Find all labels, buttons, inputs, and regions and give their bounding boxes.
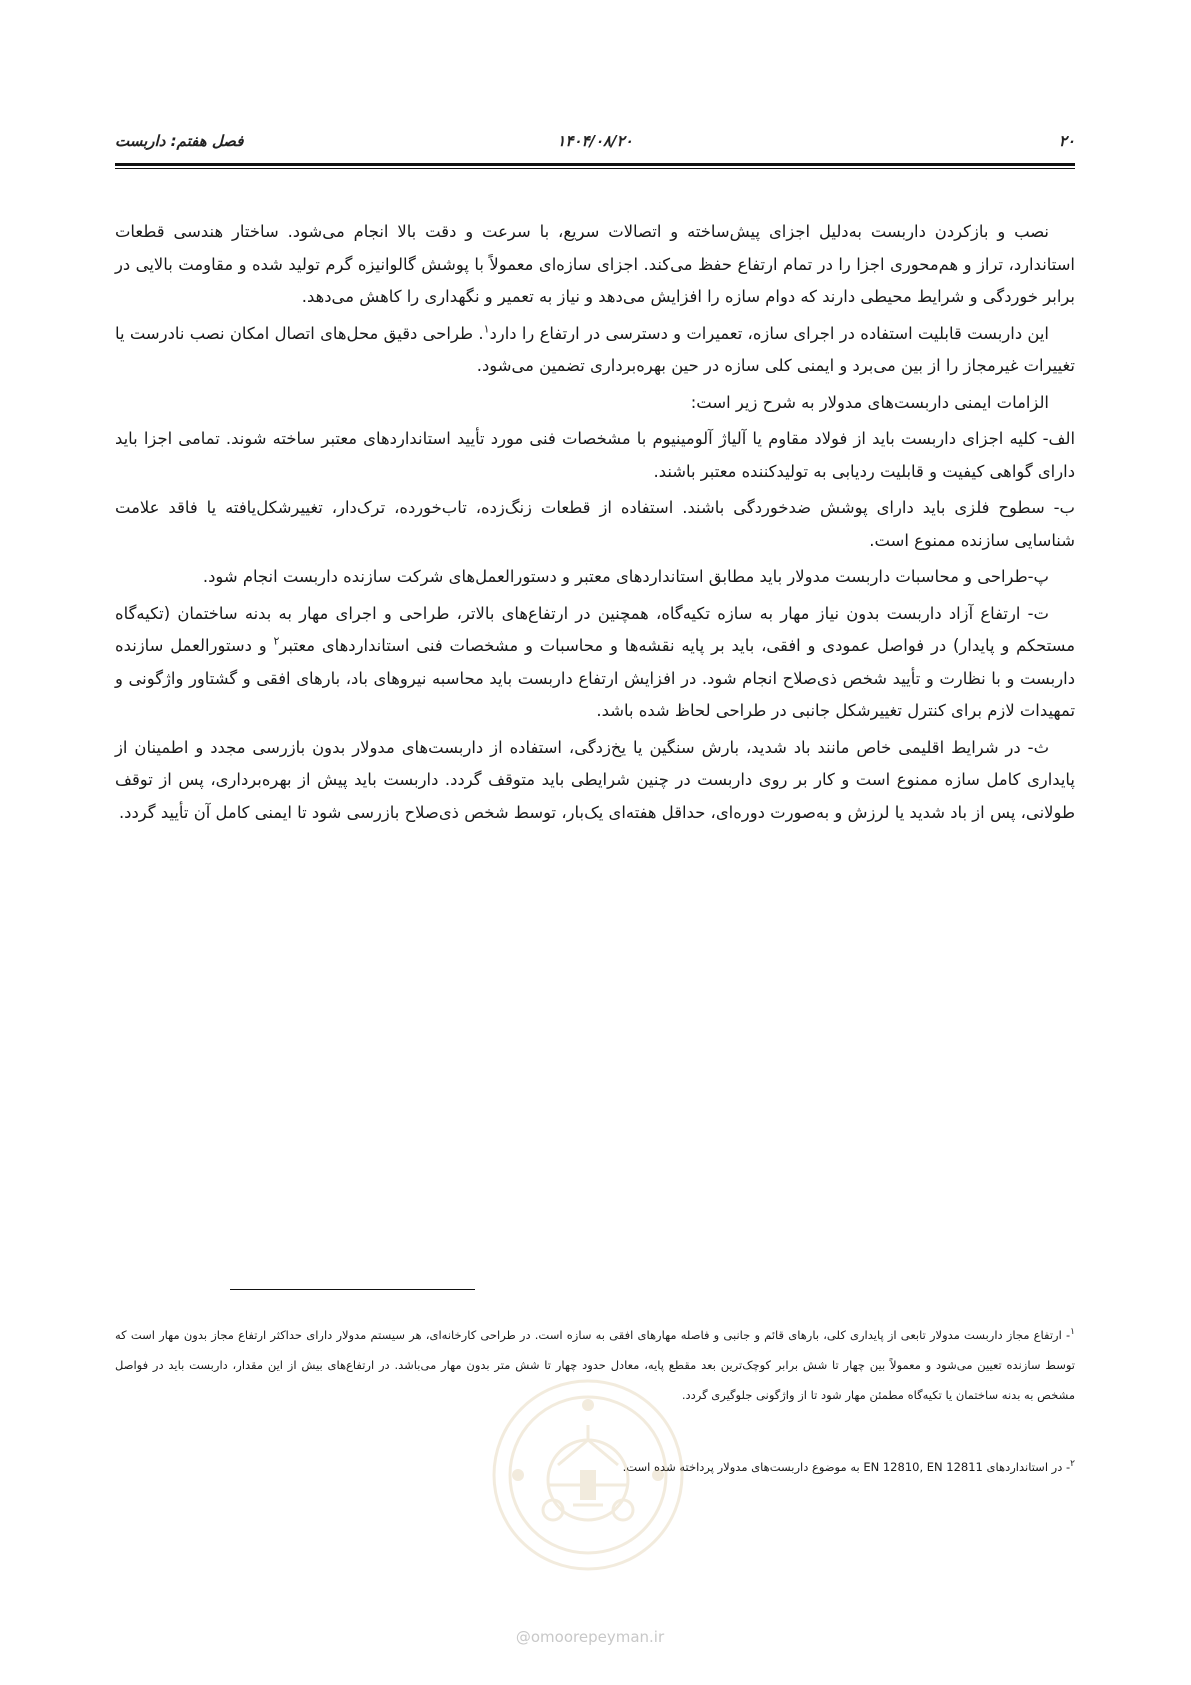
chapter-title: فصل هفتم: داربست <box>115 132 244 150</box>
paragraph: الزامات ایمنی داربست‌های مدولار به شرح زیر است: <box>690 392 1049 412</box>
header-rule-thick <box>115 163 1075 166</box>
paragraph: ب- سطوح فلزی باید دارای پوشش ضدخوردگی باشند. استفاده از قطعات زنگ‌زده، تاب‌خورده، ترک‌دار، تغییرشکل‌یافته یا فاقد علامت شناسایی سازنده ممنوع است. <box>115 498 1075 550</box>
footnote-ref[interactable]: ۲ <box>273 634 280 648</box>
paragraph: پ-طراحی و محاسبات داربست مدولار باید مطابق استانداردهای معتبر و دستورالعمل‌های شرکت سازنده داربست انجام شود. <box>202 567 1049 586</box>
paragraph: این داربست قابلیت استفاده در اجرای سازه، تعمیرات و دسترسی در ارتفاع را دارد$^۱$. طراحی دقیق محل‌های اتصال امکان نصب نادرست یا تغییرات غیرمجاز را از بین می‌برد و ایمنی کلی سازه در حین بهره‌برداری تضمین می‌شود. <box>115 322 1075 375</box>
paragraph: نصب و بازکردن داربست به‌دلیل اجزای پیش‌ساخته و اتصالات سریع، با سرعت و دقت بالا انجام می‌شود. ساختار هندسی قطعات استاندارد، تراز و هم‌محوری اجزا را در تمام ارتفاع حفظ می‌کند. اجزای سازه‌ای معمولاً با پوشش گالوانیزه گرم تولید شده و مقاومت بالایی در برابر خوردگی و شرایط محیطی دارند که دوام سازه را افزایش می‌دهد و نیاز به تعمیر و نگهداری را کاهش می‌دهد. <box>115 222 1075 306</box>
header-rule-thin <box>115 168 1075 169</box>
page-header <box>115 132 1075 158</box>
footnote-ref[interactable]: ۱ <box>483 322 490 336</box>
body-text <box>115 216 1075 833</box>
footnote-text: - در استانداردهای EN 12810, EN 12811 به موضوع داربست‌های مدولار پرداخته شده است. <box>622 1460 1071 1474</box>
footnote-marker: ۱ <box>1070 1327 1075 1338</box>
footnote-text: - ارتفاع مجاز داربست مدولار تابعی از پایداری کلی، بارهای قائم و جانبی و فاصله مهارهای افقی به سازه است. در طراحی کارخانه‌ای، هر سیستم مدولار دارای حداکثر ارتفاع مجاز بدون مهار است که توسط سازنده تعیین می‌شود و معمولاً بین چهار تا شش برابر کوچک‌ترین بعد مقطع پایه، معادل حدود چهار تا شش متر بدون مهار می‌باشد. در ارتفاع‌های بیش از این مقدار، داربست باید در فواصل مشخص به بدنه ساختمان یا تکیه‌گاه مطمئن مهار شود تا از واژگونی جلوگیری گردد. <box>115 1328 1075 1402</box>
paragraph: ث- در شرایط اقلیمی خاص مانند باد شدید، بارش سنگین یا یخ‌زدگی، استفاده از داربست‌های مدولار بدون بازرسی مجدد و اطمینان از پایداری کامل سازه ممنوع است و کار بر روی داربست در چنین شرایطی باید متوقف گردد. داربست باید پیش از بهره‌برداری، پس از توقف طولانی، پس از باد شدید یا لرزش و به‌صورت دوره‌ای، حداقل هفته‌ای یک‌بار، توسط شخص ذی‌صلاح بازرسی شود تا ایمنی کامل آن تأیید گردد. <box>115 737 1075 822</box>
footnote-marker: ۲ <box>1070 1459 1075 1470</box>
page-number: ۲۰ <box>1058 132 1075 150</box>
paragraph: الف- کلیه اجزای داربست باید از فولاد مقاوم یا آلیاژ آلومینیوم با مشخصات فنی مورد تأیید استانداردهای معتبر ساخته شوند. تمامی اجزا باید دارای گواهی کیفیت و قابلیت ردیابی به تولیدکننده معتبر باشند. <box>115 429 1075 481</box>
paragraph: ت- ارتفاع آزاد داربست بدون نیاز مهار به سازه تکیه‌گاه، همچنین در ارتفاع‌های بالاتر، طراحی و اجرای مهار به بدنه ساختمان (تکیه‌گاه مستحکم و پایدار) در فواصل عمودی و افقی، باید بر پایه نقشه‌ها و محاسبات و مشخصات فنی استانداردهای معتبر$^۲$ و دستورالعمل سازنده داربست و با نظارت و تأیید شخص ذی‌صلاح انجام شود. در افزایش ارتفاع داربست باید محاسبه نیروهای باد، بارهای افقی و گشتاور واژگونی و تمهیدات لازم برای کنترل تغییرشکل جانبی در طراحی لحاظ شده باشد. <box>115 603 1075 720</box>
footnote-separator <box>230 1289 475 1290</box>
watermark-site: @omoorepeyman.ir <box>515 1628 665 1646</box>
watermark-seal-logo <box>488 1375 688 1575</box>
header-date: ۱۴۰۴/۰۸/۲۰ <box>557 132 633 150</box>
